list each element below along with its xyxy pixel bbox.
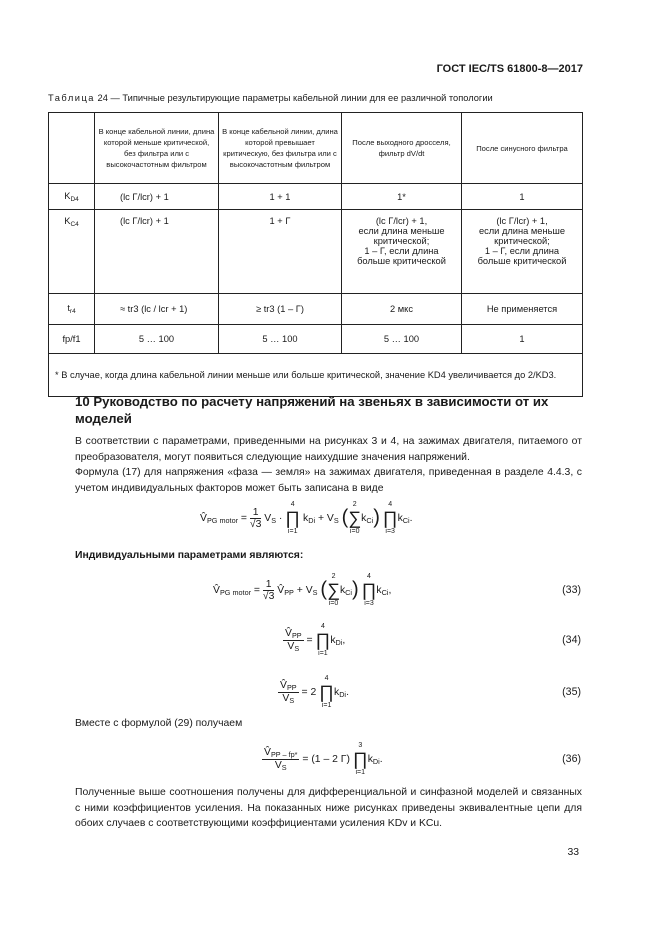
row-label: fp/f1 (49, 325, 95, 354)
table-cell: 2 мкс (342, 294, 462, 325)
table-cell: Не применяется (462, 294, 583, 325)
table-row (49, 184, 583, 210)
table-cell: 1 + 1 (219, 184, 342, 210)
equation-number: (33) (562, 584, 581, 596)
formula-33: $V̂_{PG motor}$ = $\frac{1}{√3}$ $V̂_{PP} + V_S$ (2 ∑ $i=0k_{Ci}$) 4 ∏ $i=3k_{Ci}$, (213, 573, 392, 607)
table-cell: 1 (462, 184, 583, 210)
table-cell: ≥ tr3 (1 – Γ) (219, 294, 342, 325)
table-cell: 5 … 100 (342, 325, 462, 354)
caption-text: — Типичные результирующие параметры кабельной линии для ее различной топологии (110, 93, 493, 103)
paragraph: В соответствии с параметрами, приведенными на рисунках 3 и 4, на зажимах двигателя, питаемого от преобразователя, могут появиться следующие наихудшие значения напряжений. (75, 436, 582, 463)
header-cell: В конце кабельной линии, длина которой меньше критической, без фильтра или с высокочастотным фильтром (95, 113, 219, 184)
table-cell: 1 + Γ (219, 210, 342, 294)
document-header: ГОСТ IEC/TS 61800-8—2017 (436, 63, 583, 75)
table-cell: (lc Γ/lcr) + 1 (95, 184, 219, 210)
formula: $V̂_{PG motor}$ = $\frac{1}{√3}$ $V_S \cdot 4$ ∏ i=1 $k_{Di} + V_S$ (2 ∑ $i=0k_{Ci}$) 4 ∏ $i=3k_{Ci}$. (200, 501, 413, 535)
equation-number: (36) (562, 753, 581, 765)
row-label: $K_{D4}$ (49, 184, 95, 210)
header-cell (49, 113, 95, 184)
table-cell: ≈ tr3 (lc / lcr + 1) (95, 294, 219, 325)
equation-number: (34) (562, 634, 581, 646)
table-header-row (49, 113, 583, 184)
table-row (49, 294, 583, 325)
table-cell: (lc Γ/lcr) + 1, если длина меньше критической; 1 – Γ, если длина больше критической (462, 210, 583, 294)
table-cell: 5 … 100 (219, 325, 342, 354)
paragraph: Формула (17) для напряжения «фаза — земля» на зажимах двигателя, приведенная в разделе 4.4.3, с учетом индивидуальных факторов может быть записана в виде (75, 467, 582, 494)
paragraph: Вместе с формулой (29) получаем (75, 718, 243, 729)
row-label: $K_{C4}$ (49, 210, 95, 294)
table-row (49, 210, 583, 294)
table-caption (48, 93, 493, 103)
page-number: 33 (567, 847, 579, 858)
table-cell: (lc Γ/lcr) + 1 (95, 210, 219, 294)
table-row (49, 325, 583, 354)
row-label: $t_{r4}$ (49, 294, 95, 325)
table-note-row (49, 354, 583, 397)
table-cell: 1 (462, 325, 583, 354)
table-cell: 5 … 100 (95, 325, 219, 354)
header-cell: После выходного дросселя, фильтр dV/dt (342, 113, 462, 184)
caption-label: Таблица (48, 93, 95, 103)
equation-number: (35) (562, 686, 581, 698)
header-cell: После синусного фильтра (462, 113, 583, 184)
paragraph: Индивидуальными параметрами являются: (75, 550, 304, 561)
paragraph: Полученные выше соотношения получены для дифференциальной и синфазной моделей и связанных с ними коэффициентов усиления. На показанных ниже рисунках приведены эквивалентные цепи для обоих случаев с соответствующими коэффициентами усиления KDv и KCu. (75, 787, 582, 829)
formula-34: $\frac{V̂_{PP}}{V_S}$ = 4 ∏ $i=1k_{Di}$, (285, 623, 346, 657)
formula-36: $\frac{V̂_{PP - fp*}}{V_S}$ = (1 – 2 Γ) 3 ∏ $i=1k_{Di}$. (264, 742, 383, 776)
table-note: * В случае, когда длина кабельной линии меньше или больше критической, значение KD4 увеличивается до 2/KD3. (49, 354, 583, 397)
caption-number: 24 (97, 93, 108, 103)
parameters-table (48, 112, 583, 397)
header-cell: В конце кабельной линии, длина которой превышает критическую, без фильтра или с высокочастотным фильтром (219, 113, 342, 184)
table-cell: (lc Γ/lcr) + 1, если длина меньше критической; 1 – Γ, если длина больше критической (342, 210, 462, 294)
section-title: Руководство по расчету напряжений на звеньях в зависимости от их моделей (75, 394, 549, 426)
formula-35: $\frac{V̂_{PP}}{V_S}$ = 2 4 ∏ $i=1k_{Di}$. (280, 675, 349, 709)
section-number: 10 (75, 394, 90, 409)
table-cell: 1* (342, 184, 462, 210)
section-heading (75, 393, 575, 427)
